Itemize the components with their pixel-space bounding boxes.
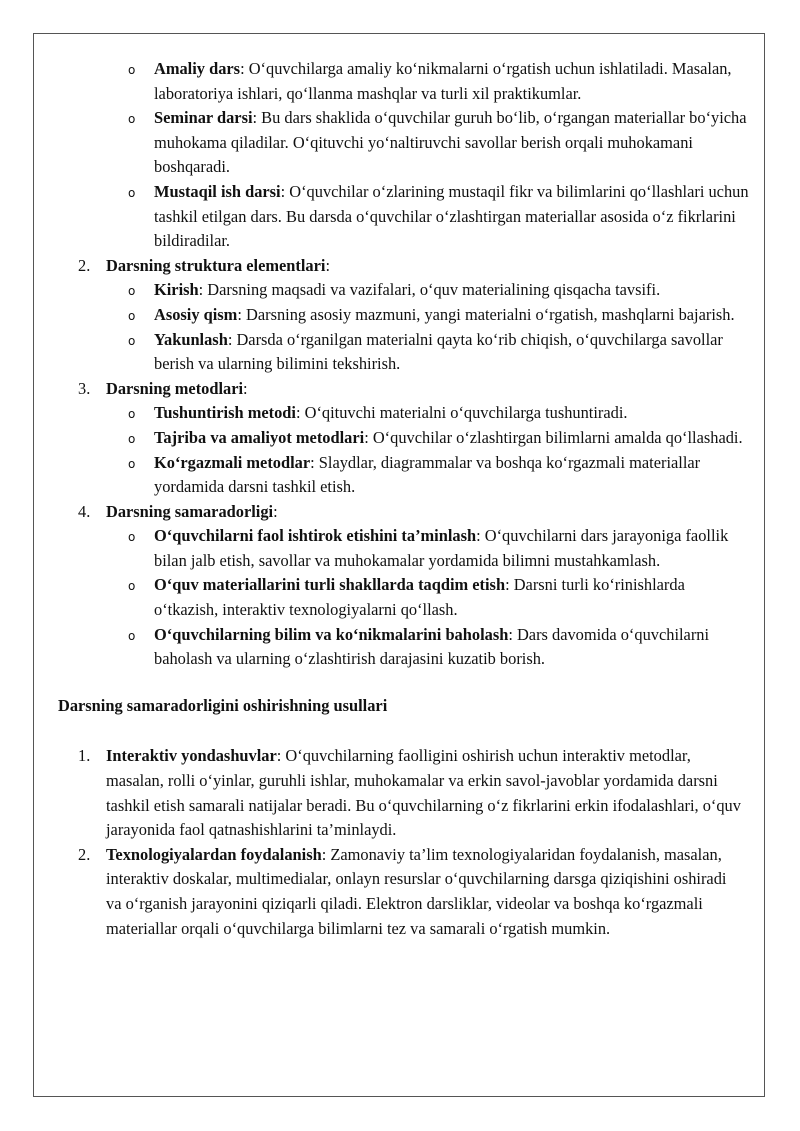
bullet-marker: o bbox=[128, 308, 136, 323]
item-term: Mustaqil ish darsi bbox=[154, 181, 281, 201]
list-item bbox=[128, 57, 750, 106]
list-item bbox=[128, 426, 750, 451]
list-item bbox=[128, 106, 750, 180]
list-item bbox=[128, 623, 750, 672]
bullet-marker: o bbox=[128, 456, 136, 471]
item-term: Interaktiv yondashuvlar bbox=[106, 746, 277, 766]
list-item bbox=[128, 328, 750, 377]
item-text: : Darsning maqsadi va vazifalari, o‘quv materialining qisqacha tavsifi. bbox=[198, 280, 661, 300]
bullet-marker: o bbox=[128, 185, 136, 200]
list-item bbox=[128, 303, 750, 328]
item-term: Texnologiyalardan foydalanish bbox=[106, 844, 322, 864]
list-item bbox=[78, 744, 746, 842]
section-number: 2. bbox=[78, 255, 91, 275]
bullet-marker: o bbox=[128, 284, 136, 299]
section-number: 4. bbox=[78, 501, 91, 521]
section-main-heading: Darsning samaradorligini oshirishning usullari bbox=[58, 695, 388, 715]
item-text: : Dars davomida o‘quvchilarni baholash va ularning o‘zlashtirish darajasini kuzatib borish. bbox=[154, 624, 710, 669]
bullet-marker: o bbox=[128, 530, 136, 545]
list-item bbox=[128, 401, 750, 426]
item-number: 2. bbox=[78, 844, 91, 864]
item-term: O‘quvchilarning bilim va ko‘nikmalarini baholash bbox=[154, 624, 509, 644]
item-term: Tajriba va amaliyot metodlari bbox=[154, 427, 365, 447]
list-item bbox=[128, 278, 750, 303]
item-text: : Zamonaviy ta’lim texnologiyalaridan foydalanish, masalan, interaktiv doskalar, multimedialar, onlayn resurslar o‘quvchilarning darsga qiziqishini oshiradi va o‘rganish jarayonini qiziqarli qiladi. Elektron darsliklar, videolar va boshqa ko‘rgazmali materiallar orqali o‘quvchilarga bilimlarni tez va samarali o‘rgatish mumkin. bbox=[106, 844, 727, 938]
item-text: : O‘quvchilarni dars jarayoniga faollik bilan jalb etish, savollar va muhokamalar yordamida bilimni mustahkamlash. bbox=[154, 526, 729, 570]
section-colon: : bbox=[273, 501, 278, 521]
item-term: Amaliy dars bbox=[154, 59, 241, 78]
section-colon: : bbox=[243, 378, 248, 398]
item-term: Yakunlash bbox=[154, 329, 228, 349]
item-text: : Darsni turli ko‘rinishlarda o‘tkazish, interaktiv texnologiyalarni qo‘llash. bbox=[154, 575, 685, 620]
bullet-marker: o bbox=[128, 579, 136, 594]
item-text: : O‘qituvchi materialni o‘quvchilarga tushuntiradi. bbox=[295, 403, 628, 423]
item-text: : Darsda o‘rganilgan materialni qayta ko‘rib chiqish, o‘quvchilarga savollar berish va ularning bilimini tekshirish. bbox=[154, 329, 723, 374]
section-title: Darsning struktura elementlari bbox=[106, 255, 326, 275]
item-term: Ko‘rgazmali metodlar bbox=[154, 452, 311, 472]
section-title: Darsning samaradorligi bbox=[106, 501, 274, 521]
bullet-marker: o bbox=[128, 407, 136, 422]
item-term: O‘quvchilarni faol ishtirok etishini ta’minlash bbox=[154, 526, 477, 546]
item-text: : Slaydlar, diagrammalar va boshqa ko‘rgazmali materiallar yordamida darsni tashkil etish. bbox=[154, 452, 701, 497]
section-heading bbox=[78, 254, 746, 279]
item-term: Seminar darsi bbox=[154, 108, 253, 128]
bullet-marker: o bbox=[128, 431, 136, 446]
list-item bbox=[128, 451, 750, 500]
section-colon: : bbox=[325, 255, 330, 275]
bullet-marker: o bbox=[128, 333, 136, 348]
section-heading bbox=[78, 377, 746, 402]
item-term: Tushuntirish metodi bbox=[154, 403, 296, 423]
item-text: : Bu dars shaklida o‘quvchilar guruh bo‘lib, o‘rgangan materiallar bo‘yicha muhokama qiladilar. O‘qituvchi yo‘naltiruvchi savollar berish orqali muhokamani boshqaradi. bbox=[154, 108, 747, 177]
list-item bbox=[128, 524, 750, 573]
list-item bbox=[128, 573, 750, 622]
item-term: Asosiy qism bbox=[154, 304, 238, 324]
item-text: : O‘quvchilarning faolligini oshirish uchun interaktiv metodlar, masalan, rolli o‘yinlar, guruhli ishlar, muhokamalar va erkin savol-javoblar yordamida darsni tashkil etish samarali natijalar beradi. Bu o‘quvchilarning o‘z fikrlarini erkin ifodalashlari, o‘quv jarayonida faol qatnashishlarini ta’minlaydi. bbox=[106, 746, 741, 840]
item-text: : O‘quvchilar o‘zlashtirgan bilimlarni amalda qo‘llashadi. bbox=[364, 427, 743, 447]
bullet-marker: o bbox=[128, 628, 136, 643]
item-text: : O‘quvchilarga amaliy ko‘nikmalarni o‘rgatish uchun ishlatiladi. Masalan, laboratoriya ishlari, qo‘llanma mashqlar va turli xil praktikumlar. bbox=[154, 59, 732, 103]
bullet-marker: o bbox=[128, 63, 136, 77]
item-term: Kirish bbox=[154, 280, 199, 300]
item-term: O‘quv materiallarini turli shakllarda taqdim etish bbox=[154, 575, 506, 595]
item-text: : Darsning asosiy mazmuni, yangi materialni o‘rgatish, mashqlarni bajarish. bbox=[237, 304, 735, 324]
section-title: Darsning metodlari bbox=[106, 378, 244, 398]
list-item bbox=[78, 843, 746, 941]
item-text: : O‘quvchilar o‘zlarining mustaqil fikr va bilimlarini qo‘llashlari uchun tashkil etilgan dars. Bu darsda o‘quvchilar o‘zlashtirgan materiallar asosida o‘z fikrlarini bildiradilar. bbox=[154, 181, 749, 251]
item-number: 1. bbox=[78, 746, 91, 766]
section-number: 3. bbox=[78, 378, 91, 398]
list-item bbox=[128, 180, 750, 254]
bullet-marker: o bbox=[128, 112, 136, 127]
section-heading bbox=[78, 500, 746, 525]
